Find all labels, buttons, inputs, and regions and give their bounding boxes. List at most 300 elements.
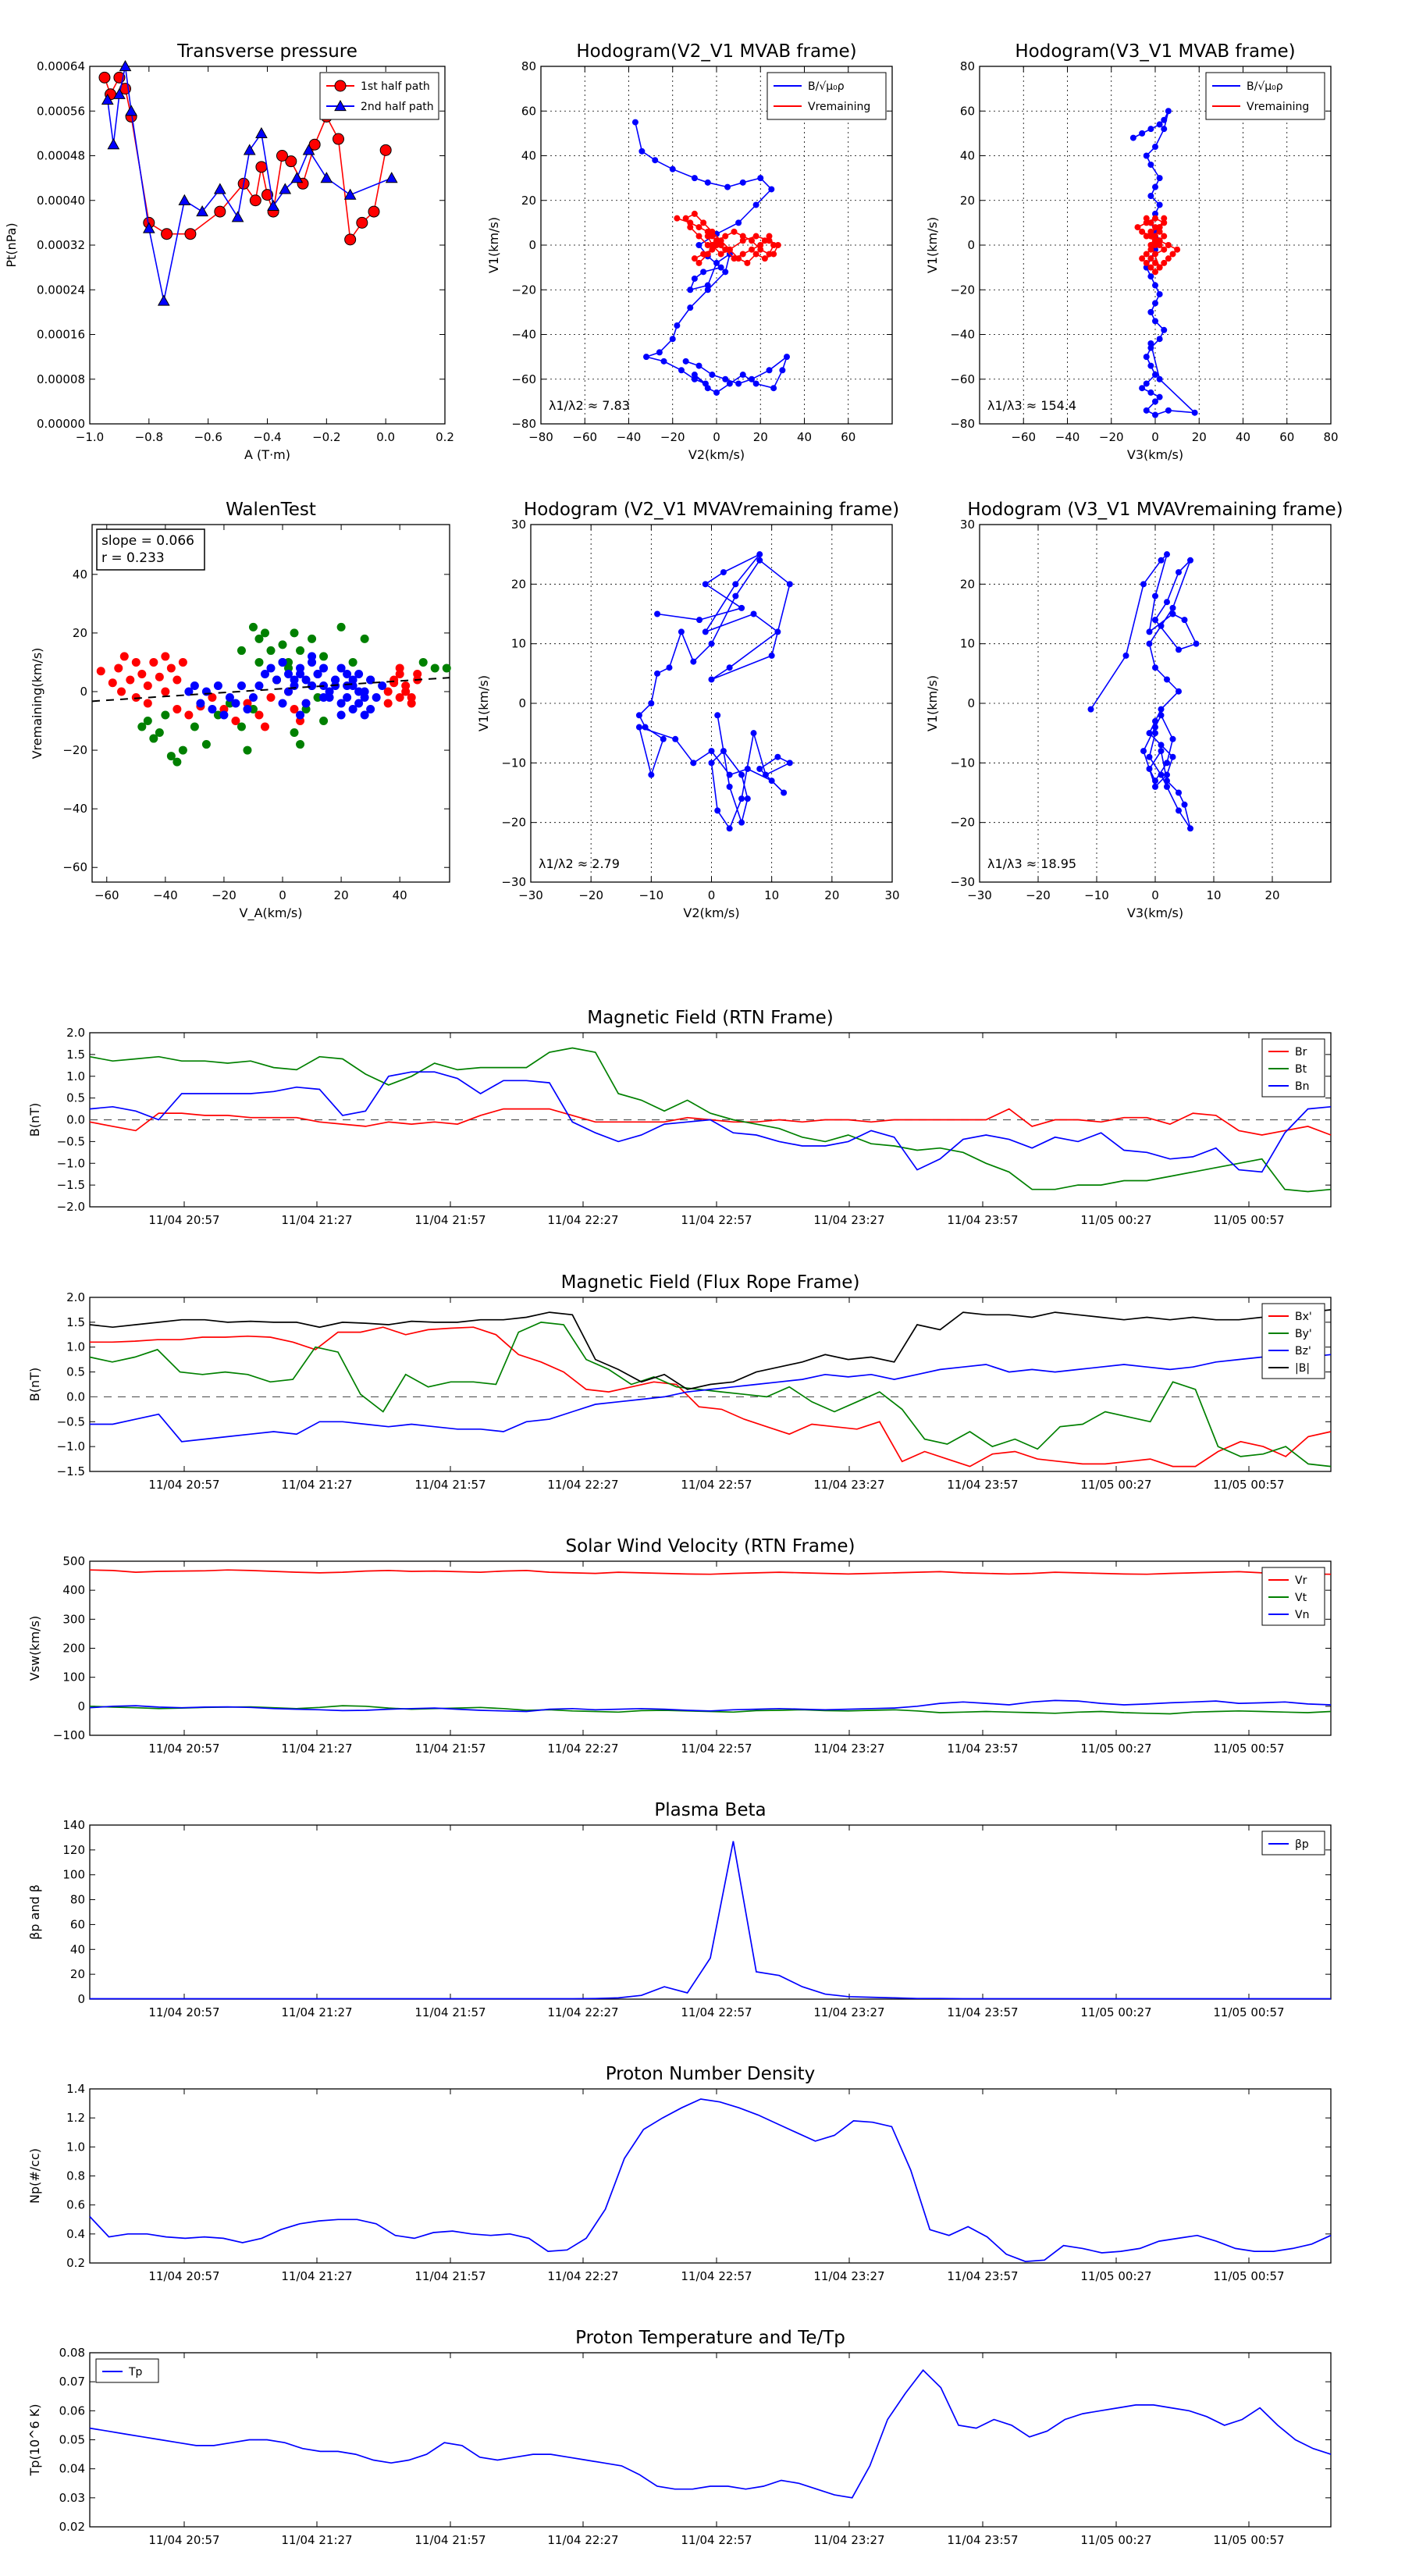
- x-tick-label: 40: [1235, 430, 1251, 444]
- data-point: [1157, 336, 1163, 342]
- data-point: [202, 687, 211, 696]
- x-tick-label: −80: [528, 430, 553, 444]
- data-point: [753, 251, 759, 257]
- data-point: [1161, 327, 1167, 333]
- data-point: [1193, 641, 1200, 647]
- y-tick-label: −10: [950, 756, 975, 770]
- data-point: [740, 251, 746, 257]
- legend-label: By': [1295, 1328, 1312, 1340]
- y-tick-label: −60: [511, 372, 536, 386]
- time-tick-label: 11/04 20:57: [148, 2269, 220, 2283]
- y-tick-label: 2.0: [66, 1026, 85, 1040]
- data-point: [144, 681, 152, 690]
- data-point: [779, 367, 785, 373]
- series-line-Vt: [90, 1706, 1331, 1713]
- data-point: [674, 322, 680, 329]
- data-point: [1161, 126, 1167, 132]
- data-point: [1147, 309, 1154, 315]
- y-tick-label: 30: [959, 518, 975, 532]
- data-point: [1152, 412, 1158, 418]
- data-point: [1144, 219, 1150, 226]
- data-point: [781, 790, 787, 796]
- time-tick-label: 11/04 21:57: [414, 1478, 486, 1492]
- time-tick-label: 11/04 21:57: [414, 1742, 486, 1756]
- y-tick-label: 0.00024: [36, 283, 85, 297]
- x-axis-label: V_A(km/s): [239, 906, 303, 920]
- data-point: [636, 712, 642, 718]
- data-point: [696, 363, 702, 369]
- data-point: [349, 658, 357, 667]
- y-tick-label: −100: [52, 1728, 85, 1742]
- y-tick-label: −20: [950, 815, 975, 830]
- data-point: [291, 173, 302, 183]
- x-axis-label: V2(km/s): [683, 906, 740, 920]
- time-tick-label: 11/05 00:57: [1213, 1213, 1285, 1227]
- y-tick-label: −10: [501, 756, 526, 770]
- y-tick-label: −60: [62, 860, 87, 875]
- data-point: [749, 376, 755, 382]
- time-tick-label: 11/04 22:57: [681, 2005, 752, 2019]
- data-point: [722, 233, 728, 240]
- data-point: [744, 260, 750, 266]
- data-point: [678, 367, 685, 373]
- time-tick-label: 11/04 22:27: [547, 1478, 619, 1492]
- data-point: [308, 681, 316, 690]
- x-tick-label: 0: [1151, 888, 1159, 902]
- time-tick-label: 11/04 22:57: [681, 1213, 752, 1227]
- y-tick-label: 100: [62, 1670, 85, 1685]
- time-tick-label: 11/05 00:57: [1213, 1742, 1285, 1756]
- data-point: [179, 746, 187, 755]
- data-point: [345, 234, 356, 245]
- data-point: [1147, 628, 1153, 635]
- lambda-annotation: λ1/λ3 ≈ 18.95: [987, 856, 1077, 871]
- data-point: [1147, 641, 1153, 647]
- data-point: [185, 229, 196, 240]
- y-tick-label: 80: [959, 59, 975, 73]
- data-point: [1152, 215, 1158, 222]
- y-tick-label: 0.02: [59, 2520, 85, 2534]
- y-tick-label: −0.5: [56, 1414, 85, 1429]
- data-point: [692, 175, 698, 181]
- data-point: [267, 664, 276, 672]
- chart-timeseries-7: [27, 1272, 1331, 1492]
- data-point: [713, 260, 720, 266]
- y-tick-label: 0: [967, 696, 975, 710]
- data-point: [774, 628, 781, 635]
- data-point: [1164, 760, 1170, 766]
- data-point: [705, 180, 711, 186]
- data-point: [254, 681, 263, 690]
- data-point: [219, 711, 228, 720]
- y-tick-label: 20: [510, 577, 526, 592]
- y-tick-label: 0.08: [59, 2346, 85, 2360]
- time-tick-label: 11/04 22:57: [681, 2269, 752, 2283]
- y-tick-label: −40: [950, 327, 975, 342]
- data-point: [738, 795, 745, 802]
- legend-label: βp: [1295, 1838, 1309, 1851]
- data-point: [144, 717, 152, 725]
- data-point: [1152, 144, 1158, 150]
- y-tick-label: −20: [511, 283, 536, 297]
- data-point: [1147, 126, 1154, 132]
- data-point: [1147, 242, 1154, 248]
- data-point: [321, 173, 332, 183]
- data-point: [190, 681, 199, 690]
- y-tick-label: 40: [521, 148, 536, 163]
- y-tick-label: 500: [62, 1554, 85, 1568]
- chart-title: Hodogram (V2_V1 MVAVremaining frame): [523, 500, 900, 520]
- x-tick-label: −10: [638, 888, 664, 902]
- data-point: [1088, 706, 1094, 713]
- y-tick-label: 20: [959, 577, 975, 592]
- data-point: [319, 664, 328, 672]
- data-point: [215, 183, 226, 194]
- data-point: [361, 635, 369, 643]
- legend-label: 2nd half path: [361, 101, 434, 113]
- data-point: [709, 676, 715, 682]
- data-point: [1176, 688, 1182, 695]
- data-point: [732, 593, 738, 600]
- y-tick-label: 2.0: [66, 1290, 85, 1304]
- y-tick-label: −0.5: [56, 1134, 85, 1149]
- data-point: [215, 206, 226, 217]
- y-tick-label: 0: [77, 1699, 85, 1713]
- data-point: [349, 675, 357, 684]
- data-point: [368, 206, 379, 217]
- y-tick-label: 0.00064: [36, 59, 85, 73]
- data-point: [249, 693, 258, 702]
- data-point: [751, 730, 757, 736]
- x-axis-label: V3(km/s): [1126, 447, 1184, 462]
- data-point: [1147, 162, 1154, 168]
- x-axis-label: V2(km/s): [688, 447, 745, 462]
- chart-transverse-pressure: [4, 41, 454, 462]
- y-tick-label: 1.0: [66, 1340, 85, 1354]
- data-point: [1147, 390, 1154, 396]
- time-tick-label: 11/04 23:27: [813, 2533, 885, 2547]
- data-point: [254, 658, 263, 667]
- legend-label: B/√μ₀ρ: [808, 80, 845, 93]
- data-point: [443, 664, 451, 672]
- data-point: [757, 175, 763, 181]
- data-point: [738, 820, 745, 826]
- data-point: [1182, 802, 1188, 808]
- x-tick-label: 0.0: [376, 430, 396, 444]
- data-point: [769, 653, 775, 659]
- x-axis-label: V3(km/s): [1126, 906, 1184, 920]
- data-point: [745, 795, 751, 802]
- data-point: [290, 728, 299, 737]
- x-tick-label: −0.2: [312, 430, 341, 444]
- data-point: [731, 229, 738, 235]
- data-point: [787, 760, 793, 766]
- time-tick-label: 11/04 22:27: [547, 2005, 619, 2019]
- data-point: [366, 705, 375, 713]
- data-point: [202, 740, 211, 749]
- data-point: [114, 664, 123, 672]
- lambda-annotation: λ1/λ2 ≈ 2.79: [539, 856, 620, 871]
- data-point: [1152, 664, 1158, 671]
- data-point: [727, 784, 733, 790]
- data-point: [632, 119, 638, 126]
- time-tick-label: 11/05 00:57: [1213, 2005, 1285, 2019]
- time-tick-label: 11/04 23:27: [813, 1478, 885, 1492]
- data-point: [769, 777, 775, 784]
- time-tick-label: 11/05 00:57: [1213, 2269, 1285, 2283]
- data-point: [1152, 398, 1158, 404]
- time-tick-label: 11/04 21:57: [414, 1213, 486, 1227]
- data-point: [126, 675, 134, 684]
- y-tick-label: 300: [62, 1612, 85, 1627]
- legend-label: Tp: [129, 2366, 143, 2379]
- data-point: [254, 635, 263, 643]
- data-point: [1157, 201, 1163, 208]
- data-point: [718, 251, 724, 257]
- series-line-Bn: [90, 1072, 1331, 1172]
- x-tick-label: 60: [841, 430, 856, 444]
- x-tick-label: 0: [713, 430, 720, 444]
- data-point: [1147, 363, 1154, 369]
- data-point: [1165, 255, 1172, 262]
- x-axis-label: A (T·m): [244, 447, 290, 462]
- data-point: [696, 224, 702, 230]
- data-point: [1161, 247, 1167, 253]
- y-tick-label: 0.05: [59, 2432, 85, 2447]
- data-point: [666, 664, 672, 671]
- data-point: [648, 772, 654, 778]
- y-tick-label: −20: [950, 283, 975, 297]
- data-point: [636, 724, 642, 731]
- data-point: [1158, 706, 1165, 713]
- data-point: [1152, 730, 1158, 736]
- y-tick-label: 0.00056: [36, 104, 85, 119]
- data-point: [768, 186, 774, 192]
- time-tick-label: 11/04 23:57: [947, 1742, 1019, 1756]
- time-tick-label: 11/04 23:27: [813, 1742, 885, 1756]
- y-tick-label: 0.6: [66, 2197, 85, 2212]
- x-tick-label: −40: [153, 888, 178, 902]
- y-tick-label: 80: [521, 59, 536, 73]
- chart-title: Proton Number Density: [605, 2064, 816, 2084]
- data-point: [1147, 255, 1154, 262]
- x-tick-label: −30: [967, 888, 992, 902]
- chart-hodogram-mvav-4: [476, 500, 900, 920]
- data-point: [1147, 766, 1153, 772]
- data-point: [661, 358, 667, 365]
- y-tick-label: 0.0: [66, 1389, 85, 1404]
- data-point: [158, 296, 169, 306]
- time-tick-label: 11/04 21:27: [281, 2005, 353, 2019]
- data-point: [740, 237, 746, 244]
- y-tick-label: 0.5: [66, 1364, 85, 1379]
- time-tick-label: 11/04 22:27: [547, 2533, 619, 2547]
- y-tick-label: 0.00016: [36, 327, 85, 342]
- data-point: [256, 128, 267, 138]
- time-tick-label: 11/04 21:27: [281, 1478, 353, 1492]
- legend-label: Vn: [1295, 1609, 1310, 1621]
- data-point: [1135, 224, 1141, 230]
- y-tick-label: 0.03: [59, 2490, 85, 2505]
- time-tick-label: 11/04 20:57: [148, 1478, 220, 1492]
- x-tick-label: −20: [1098, 430, 1124, 444]
- data-point: [120, 61, 131, 71]
- data-point: [643, 354, 649, 360]
- y-tick-label: 20: [521, 193, 536, 208]
- data-point: [696, 233, 702, 240]
- time-tick-label: 11/04 21:57: [414, 2533, 486, 2547]
- data-point: [648, 700, 654, 706]
- y-tick-label: 20: [69, 1967, 85, 1982]
- data-point: [1158, 557, 1165, 564]
- data-point: [767, 367, 773, 373]
- series-line-Vr: [90, 1570, 1331, 1574]
- data-point: [231, 699, 240, 708]
- time-tick-label: 11/04 23:27: [813, 1213, 885, 1227]
- x-tick-label: −60: [572, 430, 598, 444]
- data-point: [267, 646, 276, 655]
- legend-label: B/√μ₀ρ: [1247, 80, 1283, 93]
- chart-title: Solar Wind Velocity (RTN Frame): [565, 1536, 855, 1557]
- data-point: [308, 635, 316, 643]
- time-tick-label: 11/04 22:57: [681, 2533, 752, 2547]
- data-point: [674, 215, 680, 222]
- data-point: [1157, 394, 1163, 400]
- data-point: [1161, 117, 1167, 123]
- data-point: [1161, 233, 1167, 240]
- data-point: [389, 678, 398, 687]
- x-tick-label: 80: [1323, 430, 1339, 444]
- time-tick-label: 11/04 21:27: [281, 1213, 353, 1227]
- y-tick-label: 0: [528, 238, 536, 252]
- data-point: [1152, 372, 1158, 378]
- data-point: [1182, 617, 1188, 623]
- data-point: [345, 190, 356, 200]
- x-tick-label: 20: [752, 430, 768, 444]
- y-tick-label: −80: [511, 417, 536, 431]
- data-point: [727, 664, 733, 671]
- time-tick-label: 11/04 23:57: [947, 2005, 1019, 2019]
- data-point: [250, 195, 261, 206]
- y-tick-label: 40: [959, 148, 975, 163]
- data-point: [1139, 229, 1145, 235]
- plot-frame: [90, 1825, 1331, 1999]
- data-point: [244, 144, 255, 155]
- data-point: [670, 166, 676, 173]
- data-point: [1170, 605, 1176, 611]
- data-point: [1164, 784, 1170, 790]
- data-point: [1152, 718, 1158, 724]
- x-tick-label: 20: [1191, 430, 1207, 444]
- data-point: [735, 380, 742, 386]
- data-point: [727, 825, 733, 831]
- time-tick-label: 11/04 23:27: [813, 2005, 885, 2019]
- data-point: [1165, 108, 1172, 114]
- data-point: [155, 728, 164, 737]
- y-tick-label: 0.00032: [36, 238, 85, 252]
- chart-timeseries-10: [27, 2064, 1331, 2283]
- y-tick-label: 1.0: [66, 2140, 85, 2154]
- data-point: [256, 162, 267, 173]
- data-point: [738, 772, 745, 778]
- y-axis-label: Np(#/cc): [27, 2148, 42, 2204]
- data-point: [656, 349, 663, 355]
- data-point: [687, 224, 693, 230]
- y-axis-label: βp and β: [27, 1884, 42, 1940]
- data-point: [372, 693, 381, 702]
- y-tick-label: 60: [69, 1917, 85, 1932]
- y-tick-label: 20: [72, 625, 87, 640]
- x-tick-label: −0.4: [253, 430, 282, 444]
- data-point: [1170, 754, 1176, 760]
- y-tick-label: −40: [511, 327, 536, 342]
- data-point: [290, 628, 299, 637]
- chart-walen-test: [30, 500, 451, 921]
- data-point: [713, 390, 720, 396]
- data-point: [1144, 251, 1150, 257]
- chart-title: Plasma Beta: [654, 1800, 767, 1820]
- data-point: [1152, 318, 1158, 324]
- data-point: [361, 693, 369, 702]
- x-tick-label: −40: [616, 430, 642, 444]
- time-tick-label: 11/04 23:57: [947, 2533, 1019, 2547]
- data-point: [190, 723, 199, 731]
- x-tick-label: −30: [518, 888, 543, 902]
- fit-annotation-text: slope = 0.066: [101, 533, 194, 549]
- data-point: [654, 611, 660, 617]
- data-point: [380, 144, 391, 155]
- data-point: [1152, 784, 1158, 790]
- data-point: [137, 670, 146, 678]
- chart-title: Hodogram(V3_V1 MVAB frame): [1015, 41, 1296, 62]
- y-tick-label: −60: [950, 372, 975, 386]
- data-point: [735, 255, 742, 262]
- y-tick-label: 10: [959, 636, 975, 651]
- y-tick-label: 10: [510, 636, 526, 651]
- data-point: [1147, 193, 1154, 199]
- data-point: [167, 664, 176, 672]
- time-tick-label: 11/04 22:27: [547, 2269, 619, 2283]
- y-axis-label: B(nT): [27, 1102, 42, 1137]
- series-line: [639, 554, 790, 828]
- data-point: [1130, 135, 1136, 141]
- data-point: [705, 385, 711, 391]
- data-point: [419, 658, 428, 667]
- data-point: [1152, 724, 1158, 731]
- data-point: [672, 736, 678, 742]
- data-point: [749, 237, 755, 244]
- data-point: [762, 255, 768, 262]
- x-tick-label: 0: [279, 888, 286, 902]
- data-point: [308, 652, 316, 660]
- data-point: [120, 652, 129, 660]
- data-point: [770, 385, 777, 391]
- chart-hodogram-mvav-5: [925, 500, 1343, 920]
- data-point: [722, 269, 728, 275]
- data-point: [319, 652, 328, 660]
- x-tick-label: 0.2: [436, 430, 454, 444]
- data-point: [757, 247, 763, 253]
- chart-timeseries-8: [27, 1536, 1331, 1756]
- legend-label: Bt: [1295, 1063, 1307, 1076]
- chart-timeseries-6: [27, 1008, 1331, 1227]
- y-axis-label: Tp(10^6 K): [27, 2403, 42, 2476]
- fit-annotation-text: r = 0.233: [101, 550, 165, 566]
- data-point: [1139, 385, 1145, 391]
- data-point: [756, 766, 763, 772]
- data-point: [749, 247, 755, 253]
- data-point: [727, 380, 733, 386]
